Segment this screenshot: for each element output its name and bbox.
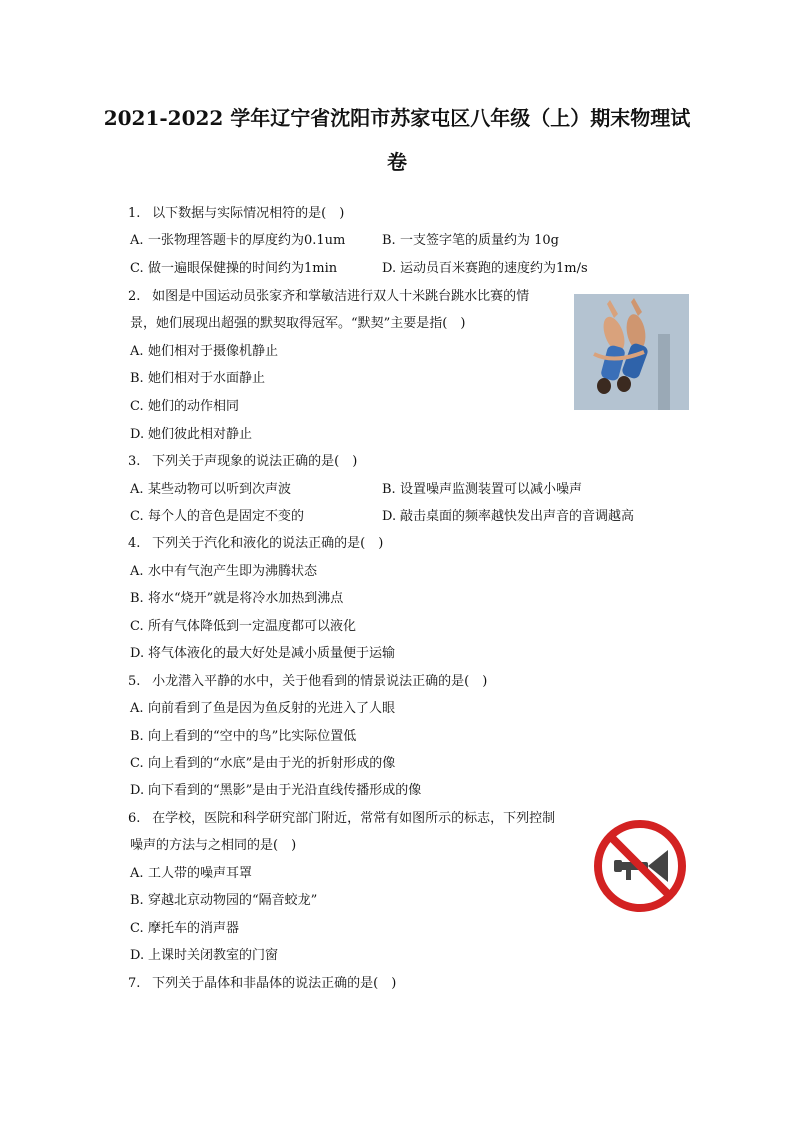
question-3-option-a: [130, 481, 291, 499]
question-7-stem: [128, 975, 396, 993]
option-text: 每个人的音色是固定不变的: [148, 509, 305, 524]
option-text: 上课时关闭教室的门窗: [148, 948, 279, 963]
question-number: 3.: [128, 454, 141, 469]
question-number: 6.: [128, 811, 141, 826]
option-text: 向前看到了鱼是因为鱼反射的光进入了人眼: [148, 701, 396, 716]
option-text: 将气体液化的最大好处是减小质量便于运输: [148, 646, 396, 661]
question-2-option-b: [130, 370, 265, 388]
question-3-option-c: [130, 508, 304, 526]
option-letter: B.: [382, 482, 396, 497]
option-letter: A.: [130, 344, 144, 359]
option-text: 她们相对于摄像机静止: [148, 344, 279, 359]
question-text: 以下数据与实际情况相符的是( ): [152, 206, 345, 221]
question-6-option-d: [130, 947, 278, 965]
option-text: 一支签字笔的质量约为 10g: [400, 233, 559, 248]
title-line-1: 2021-2022 学年辽宁省沈阳市苏家屯区八年级（上）期末物理试: [103, 106, 691, 130]
option-letter: A.: [130, 482, 144, 497]
divers-photo: [574, 294, 689, 410]
question-2-stem-continued: 景，她们展现出超强的默契取得冠军。“默契”主要是指( ): [130, 316, 466, 331]
option-letter: D.: [382, 509, 397, 524]
option-text: 她们的动作相同: [148, 399, 240, 414]
question-6-stem: [128, 810, 555, 828]
question-text: 在学校，医院和科学研究部门附近，常常有如图所示的标志，下列控制: [152, 811, 556, 826]
option-letter: B.: [130, 591, 144, 606]
question-2-option-d: [130, 426, 252, 444]
option-text: 穿越北京动物园的“隔音蛟龙”: [148, 893, 318, 908]
question-text: 下列关于汽化和液化的说法正确的是( ): [152, 536, 384, 551]
option-letter: C.: [130, 261, 144, 276]
question-number: 7.: [128, 976, 141, 991]
question-6-option-a: [130, 865, 252, 883]
option-text: 向上看到的“空中的鸟”比实际位置低: [148, 729, 357, 744]
option-text: 某些动物可以听到次声波: [148, 482, 292, 497]
option-letter: B.: [130, 371, 144, 386]
question-text: 如图是中国运动员张家齐和掌敏洁进行双人十米跳台跳水比赛的情: [152, 289, 530, 304]
question-3-option-b: [382, 481, 582, 499]
question-5-option-c: [130, 755, 395, 773]
option-text: 工人带的噪声耳罩: [148, 866, 253, 881]
question-3-stem: [128, 453, 357, 471]
option-text: 运动员百米赛跑的速度约为1m/s: [400, 261, 588, 276]
question-5-option-b: [130, 728, 356, 746]
divers-illustration: [574, 294, 689, 410]
question-4-stem: [128, 535, 383, 553]
question-4-option-a: [130, 563, 317, 581]
option-letter: B.: [130, 893, 144, 908]
question-1-option-a: [130, 232, 345, 250]
option-letter: C.: [130, 921, 144, 936]
option-letter: B.: [382, 233, 396, 248]
question-number: 2.: [128, 289, 141, 304]
option-letter: D.: [130, 948, 145, 963]
question-number: 5.: [128, 674, 141, 689]
question-number: 4.: [128, 536, 141, 551]
question-1-option-d: [382, 260, 588, 278]
question-5-option-d: [130, 782, 421, 800]
option-text: 一张物理答题卡的厚度约为0.1um: [148, 233, 346, 248]
option-text: 水中有气泡产生即为沸腾状态: [148, 564, 318, 579]
question-2-option-a: [130, 343, 278, 361]
question-1-option-b: [382, 232, 559, 250]
question-4-option-b: [130, 590, 343, 608]
question-5-option-a: [130, 700, 395, 718]
no-horn-sign-icon: [592, 818, 688, 914]
option-text: 摩托车的消声器: [148, 921, 240, 936]
option-text: 做一遍眼保健操的时间约为1min: [148, 261, 338, 276]
option-text: 所有气体降低到一定温度都可以液化: [148, 619, 357, 634]
question-1-option-c: [130, 260, 337, 278]
option-letter: A.: [130, 233, 144, 248]
option-text: 将水“烧开”就是将冷水加热到沸点: [148, 591, 344, 606]
option-text: 设置噪声监测装置可以减小噪声: [400, 482, 583, 497]
question-2-stem: [128, 288, 529, 306]
option-text: 向上看到的“水底”是由于光的折射形成的像: [148, 756, 396, 771]
option-letter: A.: [130, 866, 144, 881]
option-letter: A.: [130, 701, 144, 716]
option-text: 向下看到的“黑影”是由于光沿直线传播形成的像: [148, 783, 422, 798]
option-letter: D.: [382, 261, 397, 276]
option-letter: D.: [130, 783, 145, 798]
option-letter: C.: [130, 619, 144, 634]
title-line-2: 卷: [387, 150, 407, 174]
question-4-option-c: [130, 618, 356, 636]
question-6-option-b: [130, 892, 317, 910]
option-text: 她们相对于水面静止: [148, 371, 266, 386]
question-number: 1.: [128, 206, 141, 221]
question-2-option-c: [130, 398, 239, 416]
question-5-stem: [128, 673, 487, 691]
option-letter: C.: [130, 756, 144, 771]
question-1-stem: [128, 205, 344, 223]
question-text: 小龙潜入平静的水中，关于他看到的情景说法正确的是( ): [152, 674, 488, 689]
option-letter: A.: [130, 564, 144, 579]
question-6-option-c: [130, 920, 239, 938]
question-3-option-d: [382, 508, 634, 526]
option-letter: D.: [130, 646, 145, 661]
option-text: 她们彼此相对静止: [148, 427, 253, 442]
question-text: 下列关于晶体和非晶体的说法正确的是( ): [152, 976, 397, 991]
question-4-option-d: [130, 645, 395, 663]
option-text: 敲击桌面的频率越快发出声音的音调越高: [400, 509, 635, 524]
page-title: [60, 96, 734, 184]
option-letter: B.: [130, 729, 144, 744]
question-6-stem-continued: 噪声的方法与之相同的是( ): [130, 838, 297, 853]
option-letter: C.: [130, 509, 144, 524]
option-letter: D.: [130, 427, 145, 442]
question-text: 下列关于声现象的说法正确的是( ): [152, 454, 358, 469]
option-letter: C.: [130, 399, 144, 414]
no-horn-sign-graphic: [592, 818, 688, 914]
